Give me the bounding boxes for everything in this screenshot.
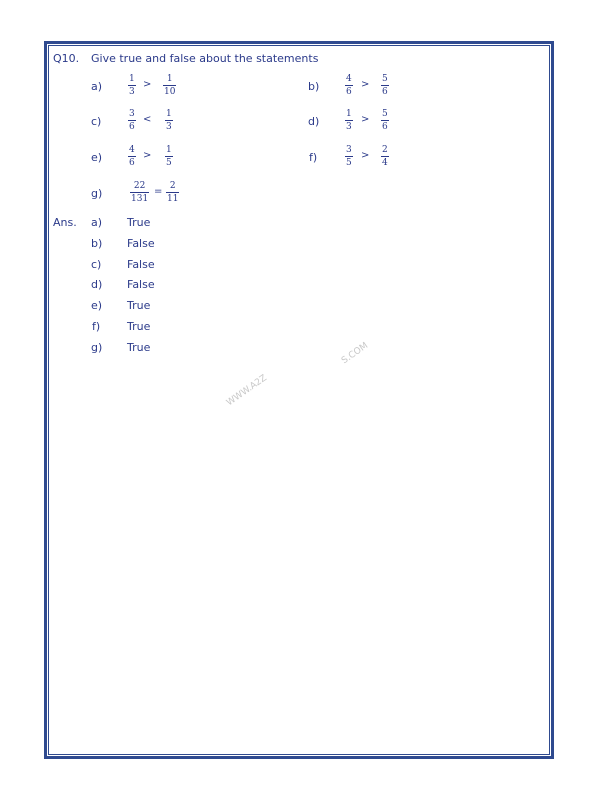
fraction-left: 22 131 <box>131 181 149 204</box>
answer-value: True <box>127 216 151 229</box>
comparison-operator: > <box>143 150 152 161</box>
comparison-operator: > <box>361 79 370 90</box>
answer-value: True <box>127 320 151 333</box>
item-label: g) <box>91 187 103 200</box>
answer-value: False <box>127 237 155 250</box>
comparison-operator: < <box>143 114 152 125</box>
answer-label: e) <box>91 299 103 312</box>
fraction-right: 2 11 <box>167 181 179 204</box>
answer-label: b) <box>91 237 103 250</box>
comparison-operator: > <box>361 114 370 125</box>
item-label: f) <box>309 151 318 164</box>
answer-value: True <box>127 299 151 312</box>
fraction-right: 1 3 <box>166 109 172 132</box>
fraction-left: 1 3 <box>129 74 135 97</box>
item-label: e) <box>91 151 103 164</box>
comparison-operator: > <box>361 150 370 161</box>
fraction-right: 2 4 <box>382 145 388 168</box>
question-number: Q10. <box>53 52 80 65</box>
comparison-operator: = <box>154 186 163 197</box>
question-text: Give true and false about the statements <box>91 52 319 65</box>
fraction-left: 3 5 <box>346 145 352 168</box>
fraction-right: 1 5 <box>166 145 172 168</box>
answer-label: f) <box>92 320 101 333</box>
fraction-right: 5 6 <box>382 74 388 97</box>
item-label: b) <box>308 80 320 93</box>
fraction-left: 3 6 <box>129 109 135 132</box>
fraction-left: 4 6 <box>346 74 352 97</box>
watermark-text: WWW.A2Z <box>225 373 269 409</box>
answer-value: False <box>127 258 155 271</box>
answer-prefix: Ans. <box>53 216 77 229</box>
item-label: c) <box>91 115 102 128</box>
fraction-left: 4 6 <box>129 145 135 168</box>
answer-value: False <box>127 278 155 291</box>
watermark-text: S.COM <box>340 340 371 367</box>
answer-label: c) <box>91 258 102 271</box>
answer-label: d) <box>91 278 103 291</box>
fraction-right: 1 10 <box>164 74 176 97</box>
answer-label: g) <box>91 341 103 354</box>
comparison-operator: > <box>143 79 152 90</box>
answer-value: True <box>127 341 151 354</box>
fraction-left: 1 3 <box>346 109 352 132</box>
answer-label: a) <box>91 216 103 229</box>
page-border-inner <box>48 45 550 755</box>
item-label: a) <box>91 80 103 93</box>
item-label: d) <box>308 115 320 128</box>
fraction-right: 5 6 <box>382 109 388 132</box>
